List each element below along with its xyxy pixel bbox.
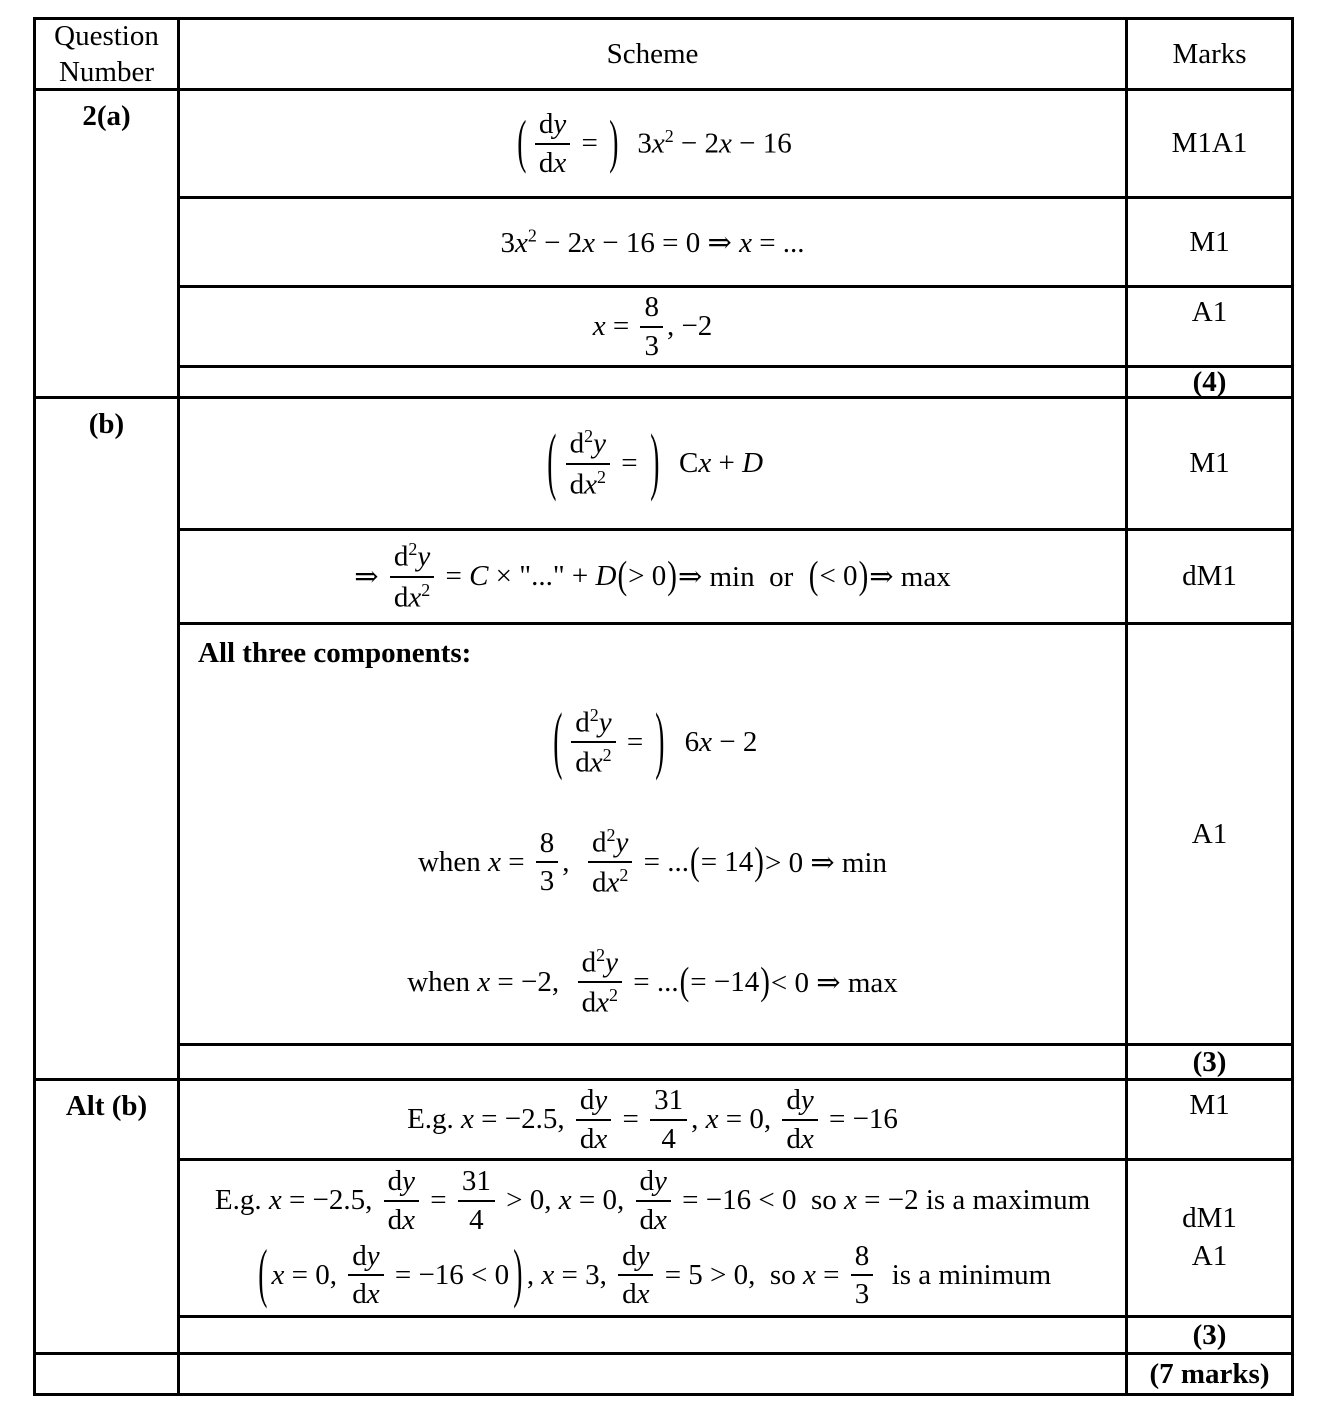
fraction xyxy=(571,706,615,778)
scheme-cell-2a-solve xyxy=(180,199,1128,288)
close-paren: ) xyxy=(858,554,869,598)
equation-line xyxy=(548,699,758,783)
fraction xyxy=(640,292,663,361)
open-paren: ( xyxy=(690,840,700,884)
open-paren: ( xyxy=(258,1238,268,1311)
scheme-cell-b-substitute xyxy=(180,531,1128,625)
fraction-denominator: $dx^2$ xyxy=(592,865,629,899)
equation-line xyxy=(407,946,898,1018)
fraction xyxy=(390,540,434,612)
marks-cell-total: (7 marks) xyxy=(1149,1357,1270,1390)
question-cell-2a: 2(a) xyxy=(36,91,180,399)
math-run: ⇒ max xyxy=(869,561,951,593)
fraction-denominator: dx xyxy=(387,1203,416,1236)
equation-line xyxy=(418,826,887,898)
scheme-cell-altb-conclusions xyxy=(180,1161,1128,1318)
math-run: = xyxy=(619,725,651,758)
marks-cell-b-total: (3) xyxy=(1128,1046,1291,1081)
fraction-denominator: 4 xyxy=(661,1122,676,1155)
math-run: E.g. x = −2.5, xyxy=(214,1184,380,1217)
fraction-denominator: 3 xyxy=(644,329,659,362)
math-run: = 14 xyxy=(700,845,754,878)
scheme-cell-b-second-derivative xyxy=(180,399,1128,531)
open-paren: ( xyxy=(547,420,557,504)
fraction-denominator: dx xyxy=(786,1122,814,1155)
math-run: ⇒ xyxy=(354,561,386,593)
fraction-numerator: $d^2y$ xyxy=(390,540,434,577)
fraction xyxy=(458,1166,495,1235)
close-paren: ) xyxy=(513,1238,523,1311)
fraction-numerator: 8 xyxy=(640,292,663,327)
fraction xyxy=(576,1085,611,1154)
math-run: = −16 < 0 xyxy=(387,1258,510,1291)
marks-line-2: A1 xyxy=(1191,1240,1228,1272)
fraction-numerator: 8 xyxy=(851,1241,874,1276)
equation-stack xyxy=(198,699,1107,1020)
math-run: , −2 xyxy=(666,310,713,342)
fraction xyxy=(536,828,559,897)
scheme-cell-b-all-components xyxy=(180,625,1128,1046)
fraction-numerator: dy xyxy=(535,109,570,144)
open-paren: ( xyxy=(517,109,527,176)
equation-line xyxy=(513,109,792,178)
scheme-cell-altb-gradients xyxy=(180,1081,1128,1161)
marks-cell-2a-solve: M1 xyxy=(1128,199,1291,288)
fraction-denominator: $dx^2$ xyxy=(393,579,431,614)
fraction xyxy=(578,946,622,1018)
math-run: = −16 xyxy=(821,1103,898,1135)
close-paren: ) xyxy=(667,554,677,598)
math-run: > 0 ⇒ min xyxy=(764,846,887,879)
scheme-cell-2a-roots xyxy=(180,288,1128,368)
math-run: Cx + D xyxy=(664,447,764,479)
fraction-numerator: dy xyxy=(348,1241,383,1276)
fraction xyxy=(566,427,610,499)
open-paren: ( xyxy=(617,554,628,598)
math-run: = xyxy=(423,1184,454,1217)
math-run: = −16 < 0 so x = −2 is a maximum xyxy=(674,1184,1091,1217)
fraction xyxy=(348,1241,383,1310)
fraction-denominator: $dx^2$ xyxy=(575,745,612,779)
math-run: when x = xyxy=(417,845,532,878)
math-run: , x = 3, xyxy=(526,1258,615,1291)
math-run: = xyxy=(574,127,606,159)
question-cell-alt-b: Alt (b) xyxy=(36,1081,180,1355)
marks-cell-b-second-derivative: M1 xyxy=(1128,399,1291,531)
math-run: , x = 0, xyxy=(691,1103,779,1135)
fraction-numerator: $d^2y$ xyxy=(578,946,622,983)
scheme-cell-final xyxy=(180,1355,1128,1393)
column-header-question: Question Number xyxy=(36,20,180,91)
equation-line xyxy=(500,225,804,260)
math-run: = xyxy=(613,447,645,479)
math-run: < 0 ⇒ max xyxy=(770,966,898,999)
math-run: = C × "..." + D xyxy=(438,560,617,592)
math-run: > 0 xyxy=(628,560,667,592)
equation-line xyxy=(542,420,764,504)
close-paren: ) xyxy=(609,109,619,176)
math-run: 6x − 2 xyxy=(670,725,758,758)
math-run: when x = −2, xyxy=(407,965,574,998)
math-run: = ... xyxy=(626,965,679,998)
open-paren: ( xyxy=(679,960,690,1004)
fraction xyxy=(851,1241,874,1310)
math-run: = 5 > 0, so x = xyxy=(657,1258,847,1291)
fraction xyxy=(782,1085,817,1154)
fraction-numerator: dy xyxy=(636,1166,671,1201)
marks-cell-2a-roots: A1 xyxy=(1128,288,1291,368)
math-run: x = 0, xyxy=(271,1258,345,1291)
fraction xyxy=(384,1166,419,1235)
math-run: = −14 xyxy=(690,965,760,998)
scheme-cell-b-total xyxy=(180,1046,1128,1081)
fraction-denominator: 3 xyxy=(539,865,555,898)
marks-cell-b-all-components: A1 xyxy=(1128,625,1291,1046)
fraction xyxy=(535,109,570,178)
scheme-cell-2a-derivative xyxy=(180,91,1128,199)
fraction-denominator: dx xyxy=(622,1278,650,1311)
column-header-scheme: Scheme xyxy=(180,20,1128,91)
column-header-marks: Marks xyxy=(1128,20,1291,91)
marks-line-1: dM1 xyxy=(1182,1202,1237,1235)
fraction-numerator: $d^2y$ xyxy=(566,427,610,464)
equation-line xyxy=(254,1238,1052,1311)
math-run: x = xyxy=(592,310,637,342)
marks-cell-altb-gradients: M1 xyxy=(1128,1081,1291,1161)
math-run: = xyxy=(615,1103,647,1135)
fraction-denominator: 4 xyxy=(469,1203,484,1236)
all-three-components-heading: All three components: xyxy=(198,637,472,669)
fraction-numerator: 31 xyxy=(650,1085,687,1120)
close-paren: ) xyxy=(760,960,770,1004)
equation-line xyxy=(407,1085,898,1154)
close-paren: ) xyxy=(650,420,660,504)
math-run: $3x^2 - 2x - 16 = 0$ ⇒ x = ... xyxy=(500,224,805,259)
marks-cell-2a-total: (4) xyxy=(1128,368,1291,399)
math-run: ⇒ min or xyxy=(677,561,808,593)
math-run: = ... xyxy=(636,845,690,878)
fraction xyxy=(618,1241,653,1310)
equation-line xyxy=(354,540,950,612)
math-run: < 0 xyxy=(819,560,858,592)
math-run: is a minimum xyxy=(877,1258,1052,1291)
fraction-denominator: dx xyxy=(538,146,567,179)
math-run: > 0, x = 0, xyxy=(498,1184,632,1217)
close-paren: ) xyxy=(655,699,665,783)
fraction-numerator: dy xyxy=(384,1166,419,1201)
fraction xyxy=(650,1085,687,1154)
fraction-numerator: $d^2y$ xyxy=(571,706,615,743)
fraction-numerator: dy xyxy=(576,1085,611,1120)
marks-cell-2a-derivative: M1A1 xyxy=(1128,91,1291,199)
open-paren: ( xyxy=(552,699,563,783)
fraction-numerator: 31 xyxy=(458,1166,495,1201)
fraction-denominator: dx xyxy=(639,1203,667,1236)
fraction xyxy=(588,826,632,898)
equation-line xyxy=(593,292,713,361)
fraction xyxy=(636,1166,671,1235)
close-paren: ) xyxy=(754,840,764,884)
fraction-numerator: dy xyxy=(618,1241,653,1276)
fraction-denominator: dx xyxy=(579,1122,608,1155)
question-cell-b: (b) xyxy=(36,399,180,1081)
equation-line xyxy=(215,1166,1090,1235)
fraction-denominator: 3 xyxy=(854,1278,870,1311)
marks-cell-altb-total: (3) xyxy=(1128,1318,1291,1355)
fraction-numerator: $d^2y$ xyxy=(588,826,632,863)
scheme-cell-2a-total xyxy=(180,368,1128,399)
marks-cell-altb-conclusions xyxy=(1128,1161,1291,1318)
math-run: , xyxy=(562,845,585,878)
fraction-numerator: 8 xyxy=(536,828,559,863)
marks-cell-b-substitute: dM1 xyxy=(1128,531,1291,625)
fraction-denominator: $dx^2$ xyxy=(581,985,618,1020)
scheme-cell-altb-total xyxy=(180,1318,1128,1355)
fraction-denominator: $dx^2$ xyxy=(569,466,606,501)
question-cell-final xyxy=(36,1355,180,1393)
open-paren: ( xyxy=(808,554,819,598)
fraction-denominator: dx xyxy=(352,1278,380,1311)
math-run: $3x^2 - 2x - 16$ xyxy=(622,126,792,160)
fraction-numerator: dy xyxy=(782,1085,817,1120)
mark-scheme-table xyxy=(33,17,1294,1396)
math-run: E.g. x = −2.5, xyxy=(407,1103,572,1135)
